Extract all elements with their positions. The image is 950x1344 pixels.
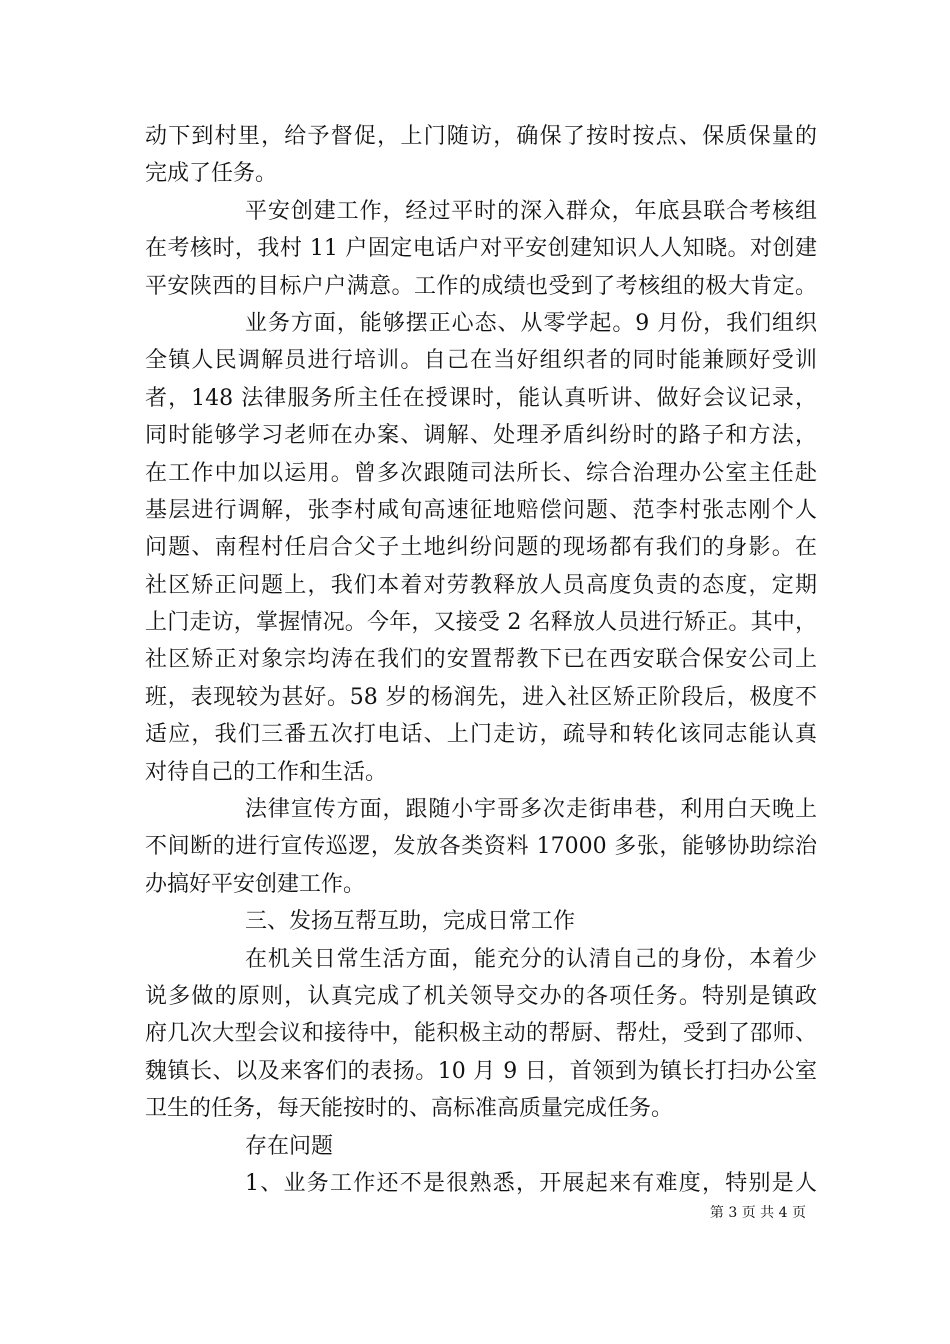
page-number: 第 3 页 共 4 页: [709, 1205, 806, 1221]
text-line: 班，表现较为甚好。58 岁的杨润先，进入社区矫正阶段后，极度不: [145, 684, 817, 710]
text-line: 适应，我们三番五次打电话、上门走访，疏导和转化该同志能认真: [145, 722, 817, 748]
text-line: 不间断的进行宣传巡逻，发放各类资料 17000 多张，能够协助综治: [145, 834, 817, 860]
paragraph-start: 1、业务工作还不是很熟悉，开展起来有难度，特别是人: [245, 1170, 817, 1196]
paragraph-start: 平安创建工作，经过平时的深入群众，年底县联合考核组: [245, 198, 817, 224]
text-line: 完成了任务。: [145, 161, 278, 187]
section-heading: 存在问题: [245, 1133, 334, 1159]
text-line: 社区矫正问题上，我们本着对劳教释放人员高度负责的态度，定期: [145, 572, 817, 598]
text-line: 卫生的任务，每天能按时的、高标准高质量完成任务。: [145, 1096, 674, 1122]
text-line: 上门走访，掌握情况。今年，又接受 2 名释放人员进行矫正。其中，: [145, 610, 817, 636]
text-line: 在工作中加以运用。曾多次跟随司法所长、综合治理办公室主任赴: [145, 460, 817, 486]
body-text: [145, 118, 817, 1202]
paragraph-start: 业务方面，能够摆正心态、从零学起。9 月份，我们组织: [245, 310, 817, 336]
text-line: 对待自己的工作和生活。: [145, 759, 388, 785]
paragraph-start: 法律宣传方面，跟随小宇哥多次走街串巷，利用白天晚上: [245, 797, 817, 823]
text-line: 平安陕西的目标户户满意。工作的成绩也受到了考核组的极大肯定。: [145, 273, 817, 299]
text-line: 魏镇长、以及来客们的表扬。10 月 9 日，首领到为镇长打扫办公室: [145, 1058, 817, 1084]
text-line: 动下到村里，给予督促，上门随访，确保了按时按点、保质保量的: [145, 124, 817, 149]
text-line: 同时能够学习老师在办案、调解、处理矛盾纠纷时的路子和方法，: [145, 423, 817, 449]
text-line: 府几次大型会议和接待中，能积极主动的帮厨、帮灶，受到了邵师、: [145, 1021, 817, 1047]
text-line: 全镇人民调解员进行培训。自己在当好组织者的同时能兼顾好受训: [145, 348, 817, 374]
section-heading: 三、发扬互帮互助，完成日常工作: [245, 909, 576, 935]
text-line: 者，148 法律服务所主任在授课时，能认真听讲、做好会议记录，: [145, 385, 817, 411]
paragraph-start: 在机关日常生活方面，能充分的认清自己的身份，本着少: [245, 946, 817, 972]
text-line: 办搞好平安创建工作。: [145, 871, 366, 897]
text-line: 基层进行调解，张李村咸旬高速征地赔偿问题、范李村张志刚个人: [145, 497, 817, 523]
text-line: 问题、南程村任启合父子土地纠纷问题的现场都有我们的身影。在: [145, 535, 817, 561]
text-line: 说多做的原则，认真完成了机关领导交办的各项任务。特别是镇政: [145, 983, 817, 1009]
text-line: 社区矫正对象宗均涛在我们的安置帮教下已在西安联合保安公司上: [145, 647, 817, 673]
text-line: 在考核时，我村 11 户固定电话户对平安创建知识人人知晓。对创建: [145, 236, 817, 262]
